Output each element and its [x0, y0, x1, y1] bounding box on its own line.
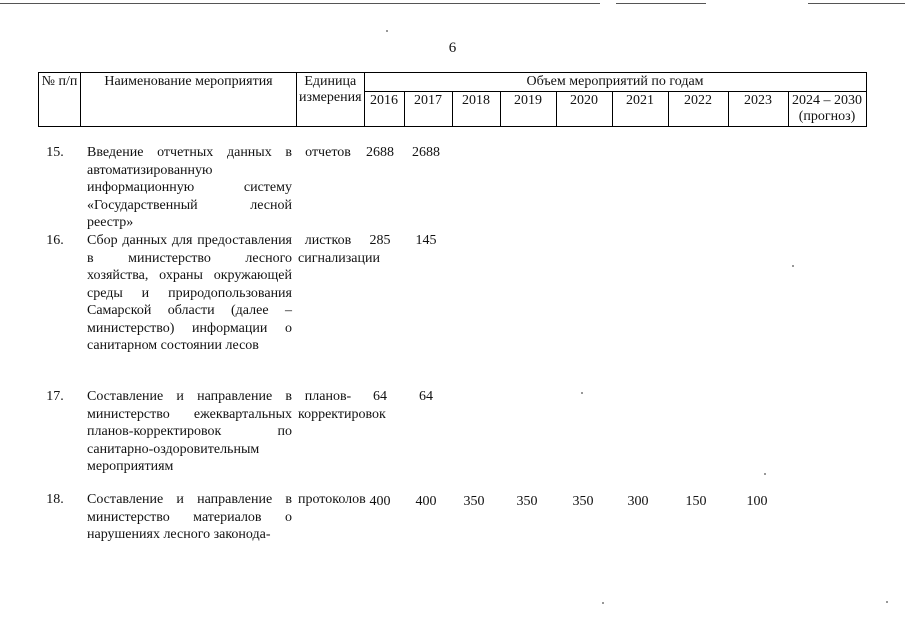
header-year: 2018 [452, 92, 500, 127]
header-name: Наименование мероприятия [81, 73, 297, 127]
row-value-2020: 350 [572, 494, 594, 509]
scan-top-rule [808, 3, 905, 4]
row-value-2017: 64 [419, 389, 433, 404]
row-name: Введение отчетных данных в автоматизированную информационную систему «Государственный лесной реестр» [87, 145, 292, 230]
header-number: № п/п [39, 73, 81, 127]
scan-speck [886, 601, 888, 603]
row-number: 15. [46, 145, 64, 160]
header-year: 2022 [668, 92, 728, 127]
scan-speck [386, 30, 388, 32]
row-unit: протоколов [298, 492, 366, 507]
row-name: Сбор данных для предоставления в министерство лесного хозяйства, охраны окружающей среды и природопользования Самарской области (далее – министерство) информации о санитарном состоянии лесов [87, 233, 292, 353]
row-value-2016: 285 [369, 233, 391, 248]
row-value-2017: 2688 [412, 145, 440, 160]
row-number: 16. [46, 233, 64, 248]
scan-speck [764, 473, 766, 475]
row-value-2017: 400 [415, 494, 437, 509]
row-number: 17. [46, 389, 64, 404]
header-volume: Объем мероприятий по годам [364, 73, 866, 92]
header-year: 2024 – 2030 (прогноз) [788, 92, 866, 127]
row-name: Составление и направление в министерство материалов о нарушениях лесного законода- [87, 492, 292, 542]
row-unit: листков сигнализации [298, 233, 380, 266]
header-year: 2020 [556, 92, 612, 127]
row-number: 18. [46, 492, 64, 507]
header-year: 2023 [728, 92, 788, 127]
row-value-2019: 350 [516, 494, 538, 509]
header-year: 2021 [612, 92, 668, 127]
scan-top-rule [616, 3, 706, 4]
row-value-2017: 145 [415, 233, 437, 248]
row-name: Составление и направление в министерство ежеквартальных планов-корректировок по санитарно-оздоровительным мероприятиям [87, 389, 292, 474]
scan-top-rule [0, 3, 600, 4]
scan-speck [602, 602, 604, 604]
row-unit: планов-корректировок [298, 389, 386, 422]
row-value-2022: 150 [685, 494, 707, 509]
row-unit: отчетов [305, 145, 351, 160]
header-year: 2016 [364, 92, 404, 127]
page-number: 6 [448, 40, 457, 56]
table-header [38, 72, 867, 127]
row-value-2016: 2688 [366, 145, 394, 160]
header-unit: Единица измерения [297, 73, 365, 127]
row-value-2016: 400 [369, 494, 391, 509]
row-value-2016: 64 [373, 389, 387, 404]
scan-speck [581, 392, 583, 394]
row-value-2021: 300 [627, 494, 649, 509]
header-year: 2017 [404, 92, 452, 127]
row-value-2023: 100 [746, 494, 768, 509]
header-year: 2019 [500, 92, 556, 127]
scan-speck [792, 265, 794, 267]
row-value-2018: 350 [463, 494, 485, 509]
